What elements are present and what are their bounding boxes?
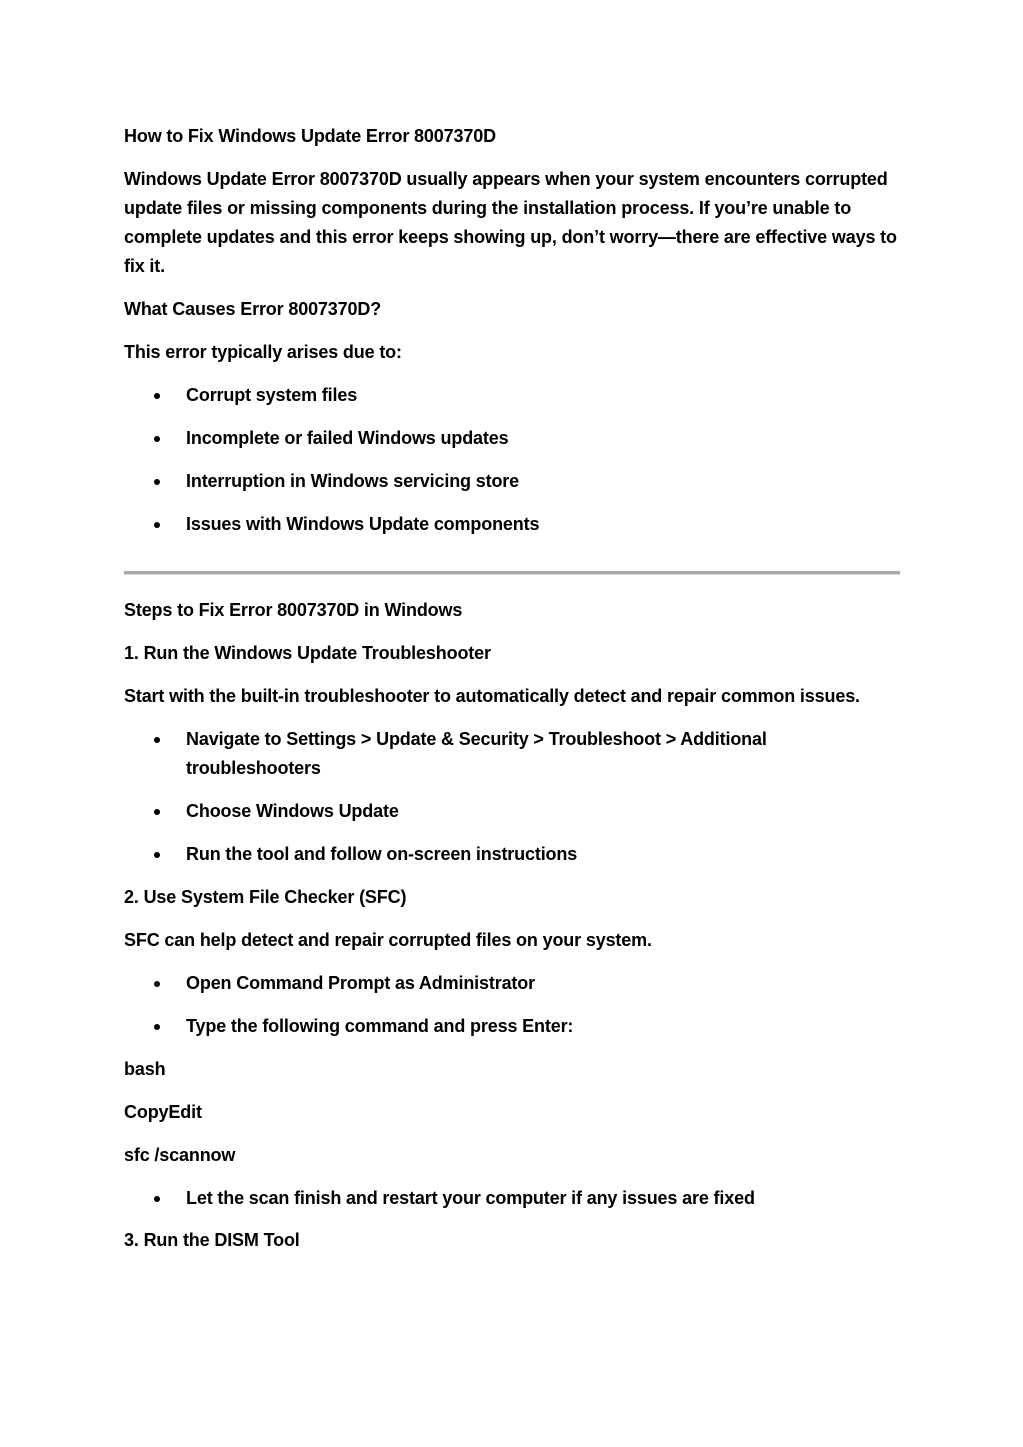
bullet-icon [154, 981, 160, 987]
bullet-icon [154, 737, 160, 743]
steps-heading: Steps to Fix Error 8007370D in Windows [124, 600, 463, 620]
bullet-icon [154, 479, 160, 485]
list-item-text: Open Command Prompt as Administrator [186, 973, 535, 993]
list-item-text: Interruption in Windows servicing store [186, 471, 520, 491]
bullet-icon [154, 393, 160, 399]
list-item-text: Type the following command and press Enter: [186, 1016, 574, 1036]
step3-heading: 3. Run the DISM Tool [124, 1230, 300, 1250]
bullet-icon [154, 436, 160, 442]
document-title: How to Fix Windows Update Error 8007370D [124, 126, 496, 146]
list-item-text: Let the scan finish and restart your computer if any issues are fixed [186, 1188, 755, 1208]
step1-intro: Start with the built-in troubleshooter to automatically detect and repair common issues. [124, 686, 860, 706]
bullet-icon [154, 1196, 160, 1202]
list-item-text: Run the tool and follow on-screen instructions [186, 844, 578, 864]
step1-heading: 1. Run the Windows Update Troubleshooter [124, 643, 491, 663]
step2-heading: 2. Use System File Checker (SFC) [124, 887, 407, 907]
code-language-label: bash [124, 1059, 166, 1079]
bullet-icon [154, 852, 160, 858]
list-item-text: Choose Windows Update [186, 801, 399, 821]
list-item-text: Incomplete or failed Windows updates [186, 428, 509, 448]
code-command: sfc /scannow [124, 1145, 236, 1165]
bullet-icon [154, 522, 160, 528]
copy-edit-label: CopyEdit [124, 1102, 202, 1122]
bullet-icon [154, 809, 160, 815]
list-item-text: Issues with Windows Update components [186, 514, 540, 534]
step2-intro: SFC can help detect and repair corrupted files on your system. [124, 930, 652, 950]
list-item-text: Corrupt system files [186, 385, 358, 405]
bullet-icon [154, 1024, 160, 1030]
causes-intro: This error typically arises due to: [124, 342, 402, 362]
intro-paragraph: Windows Update Error 8007370D usually appears when your system encounters corrupted update files or missing components during the installation process. If you’re unable to complete updates and this error keeps showing up, don’t worry—there are effective ways to fix it. [124, 169, 897, 276]
causes-heading: What Causes Error 8007370D? [124, 299, 382, 319]
list-item-text: Navigate to Settings > Update & Security > Troubleshoot > Additional troubleshooters [186, 729, 767, 778]
horizontal-divider [124, 571, 900, 575]
